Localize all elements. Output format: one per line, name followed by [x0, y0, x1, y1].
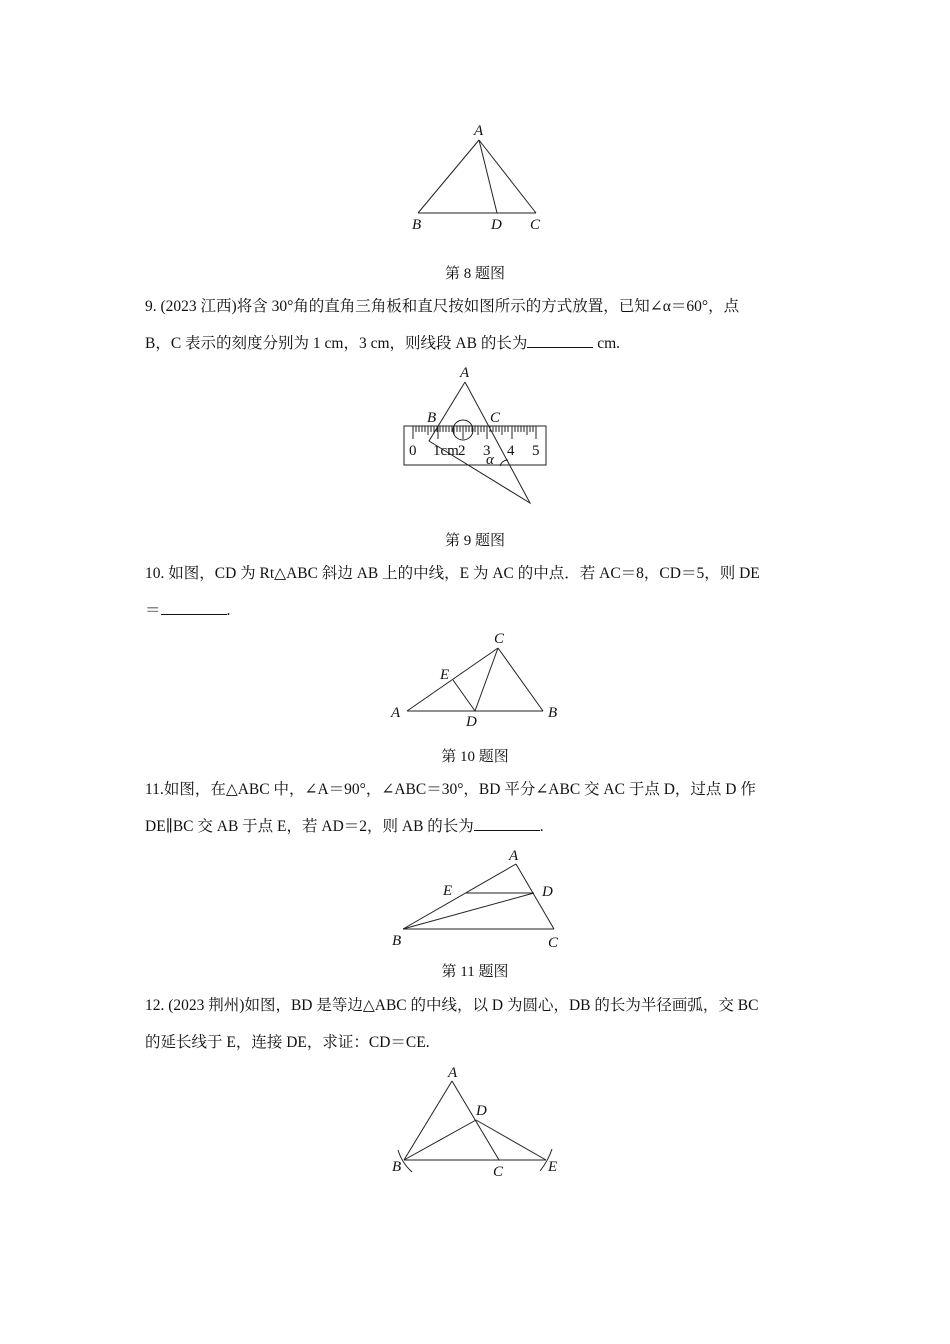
label-c: C: [548, 935, 559, 951]
question-12-line-1: 12. (2023 荆州)如图，BD 是等边△ABC 的中线，以 D 为圆心，DB 的长为半径画弧，交 BC: [145, 997, 759, 1014]
label-a: A: [391, 705, 401, 721]
label-a: A: [460, 365, 470, 381]
figure-9: [395, 360, 560, 510]
figure-9-caption: 第 9 题图: [444, 533, 505, 549]
label-a: A: [448, 1065, 458, 1081]
question-11-line-2: DE∥BC 交 AB 于点 E，若 AD＝2，则 AB 的长为 .: [145, 818, 544, 835]
figure-10-caption: 第 10 题图: [441, 749, 509, 765]
question-9: [145, 288, 813, 362]
answer-blank[interactable]: [527, 333, 593, 348]
question-10-line-2: ＝ .: [145, 602, 231, 619]
label-b: B: [548, 705, 558, 721]
right-triangle-median-diagram: [380, 625, 570, 735]
ruler-tick-1cm: 1cm: [433, 443, 459, 459]
label-d: D: [476, 1103, 487, 1119]
figure-12: [380, 1055, 570, 1185]
label-b: B: [392, 1159, 402, 1175]
label-e: E: [548, 1159, 558, 1175]
answer-blank[interactable]: [474, 816, 540, 831]
label-a: A: [509, 848, 519, 864]
label-c: C: [493, 1164, 504, 1180]
label-d: D: [466, 714, 477, 730]
label-alpha: α: [486, 452, 494, 468]
question-9-line-2: B，C 表示的刻度分别为 1 cm，3 cm，则线段 AB 的长为 cm.: [145, 335, 621, 352]
question-12-line-2: 的延长线于 E，连接 DE，求证：CD＝CE.: [145, 1034, 430, 1051]
label-e: E: [440, 667, 450, 683]
label-c: C: [494, 631, 505, 647]
equilateral-triangle-arc-diagram: [380, 1055, 570, 1185]
label-a: A: [474, 123, 484, 139]
question-10: [145, 555, 813, 629]
label-d: D: [491, 217, 502, 233]
question-10-line-1: 10. 如图，CD 为 Rt△ABC 斜边 AB 上的中线，E 为 AC 的中点．若 AC＝8，CD＝5，则 DE: [145, 565, 760, 582]
question-11: [145, 771, 813, 845]
triangle-bisector-diagram: [380, 840, 570, 955]
label-d: D: [542, 884, 553, 900]
label-c: C: [530, 217, 541, 233]
figure-11-caption: 第 11 题图: [441, 964, 509, 980]
ruler-tick-3: 3: [483, 443, 491, 459]
label-c: C: [490, 410, 501, 426]
figure-8: [400, 115, 560, 240]
answer-blank[interactable]: [161, 600, 227, 615]
question-9-line-1: 9. (2023 江西)将含 30°角的直角三角板和直尺按如图所示的方式放置，已知∠α＝60°，点: [145, 298, 740, 315]
figure-10: [380, 625, 570, 735]
label-e: E: [443, 883, 453, 899]
label-b: B: [427, 410, 437, 426]
question-12: [145, 987, 813, 1061]
ruler-tick-0: 0: [409, 443, 417, 459]
figure-11: [380, 840, 570, 955]
ruler-tick-5: 5: [532, 443, 540, 459]
label-b: B: [392, 933, 402, 949]
ruler-triangle-diagram: [395, 360, 560, 510]
ruler-tick-4: 4: [507, 443, 515, 459]
label-b: B: [412, 217, 422, 233]
figure-8-caption: 第 8 题图: [444, 266, 505, 282]
triangle-abd-diagram: [400, 115, 560, 240]
ruler-tick-2: 2: [458, 443, 466, 459]
question-11-line-1: 11.如图，在△ABC 中，∠A＝90°，∠ABC＝30°，BD 平分∠ABC 交 AC 于点 D，过点 D 作: [145, 781, 756, 798]
